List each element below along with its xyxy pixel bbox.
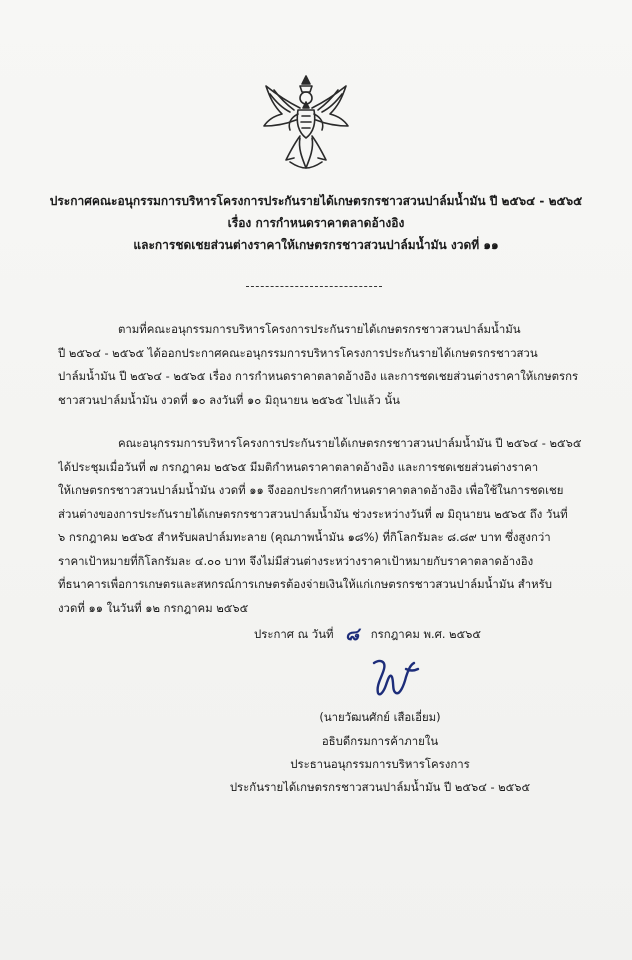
- paragraph-line: คณะอนุกรรมการบริหารโครงการประกันรายได้เกษตรกรชาวสวนปาล์มน้ำมัน ปี ๒๕๖๔ - ๒๕๖๕: [118, 436, 582, 450]
- paragraph-line: ๖ กรกฎาคม ๒๕๖๕ สำหรับผลปาล์มทะลาย (คุณภาพน้ำมัน ๑๘%) ที่กิโลกรัมละ ๘.๘๙ บาท ซึ่งสูงกว่า: [58, 530, 551, 544]
- paragraph-line: งวดที่ ๑๑ ในวันที่ ๑๒ กรกฎาคม ๒๕๖๕: [58, 600, 249, 615]
- signer-committee-role-continued: ประกันรายได้เกษตรกรชาวสวนปาล์มน้ำมัน ปี ๒๕๖๔ - ๒๕๖๕: [229, 780, 531, 794]
- garuda-emblem-icon: [260, 72, 352, 172]
- signer-position: อธิบดีกรมการค้าภายใน: [321, 734, 439, 748]
- date-day-handwritten: ๘: [345, 624, 360, 645]
- signer-name: (นายวัฒนศักย์ เสือเอี่ยม): [319, 710, 441, 724]
- paragraph-line: ปี ๒๕๖๔ - ๒๕๖๕ ได้ออกประกาศคณะอนุกรรมการบริหารโครงการประกันรายได้เกษตรกรชาวสวน: [58, 345, 538, 360]
- paragraph-line: ให้เกษตรกรชาวสวนปาล์มน้ำมัน งวดที่ ๑๑ จึงออกประกาศกำหนดราคาตลาดอ้างอิง เพื่อใช้ในการชดเชย: [58, 483, 564, 497]
- announcement-date: [254, 619, 481, 648]
- handwritten-signature-icon: [366, 655, 422, 699]
- paragraph-line: ชาวสวนปาล์มน้ำมัน งวดที่ ๑๐ ลงวันที่ ๑๐ มิถุนายน ๒๕๖๕ ไปแล้ว นั้น: [58, 392, 400, 407]
- announcement-subject: เรื่อง การกำหนดราคาตลาดอ้างอิง: [227, 216, 405, 230]
- paragraph-line: ราคาเป้าหมายที่กิโลกรัมละ ๔.๐๐ บาท จึงไม่มีส่วนต่างระหว่างราคาเป้าหมายกับราคาตลาดอ้างอิง: [58, 553, 534, 568]
- announcement-subject-continued: และการชดเชยส่วนต่างราคาให้เกษตรกรชาวสวนปาล์มน้ำมัน งวดที่ ๑๑: [133, 238, 499, 252]
- signer-committee-role: ประธานอนุกรรมการบริหารโครงการ: [290, 757, 470, 771]
- paragraph-line: ที่ธนาคารเพื่อการเกษตรและสหกรณ์การเกษตรต้องจ่ายเงินให้แก่เกษตรกรชาวสวนปาล์มน้ำมัน สำหรับ: [58, 577, 552, 591]
- separator-line: [246, 286, 382, 287]
- body-paragraph-1: [58, 318, 588, 412]
- date-prefix: ประกาศ ณ วันที่: [254, 627, 334, 641]
- body-paragraph-2: [58, 432, 588, 620]
- paragraph-line: ตามที่คณะอนุกรรมการบริหารโครงการประกันรายได้เกษตรกรชาวสวนปาล์มน้ำมัน: [118, 322, 521, 336]
- paragraph-line: ปาล์มน้ำมัน ปี ๒๕๖๔ - ๒๕๖๕ เรื่อง การกำหนดราคาตลาดอ้างอิง และการชดเชยส่วนต่างราคาให้เกษตรกร: [58, 369, 579, 383]
- paragraph-line: ได้ประชุมเมื่อวันที่ ๗ กรกฎาคม ๒๕๖๕ มีมติกำหนดราคาตลาดอ้างอิง และการชดเชยส่วนต่างราคา: [58, 459, 539, 474]
- announcement-title: ประกาศคณะอนุกรรมการบริหารโครงการประกันรายได้เกษตรกรชาวสวนปาล์มน้ำมัน ปี ๒๕๖๔ - ๒๕๖๕: [49, 194, 583, 208]
- date-suffix: กรกฎาคม พ.ศ. ๒๕๖๕: [370, 627, 482, 641]
- paragraph-line: ส่วนต่างของการประกันรายได้เกษตรกรชาวสวนปาล์มน้ำมัน ช่วงระหว่างวันที่ ๗ มิถุนายน ๒๕๖๕ ถึง วันที่: [58, 506, 568, 521]
